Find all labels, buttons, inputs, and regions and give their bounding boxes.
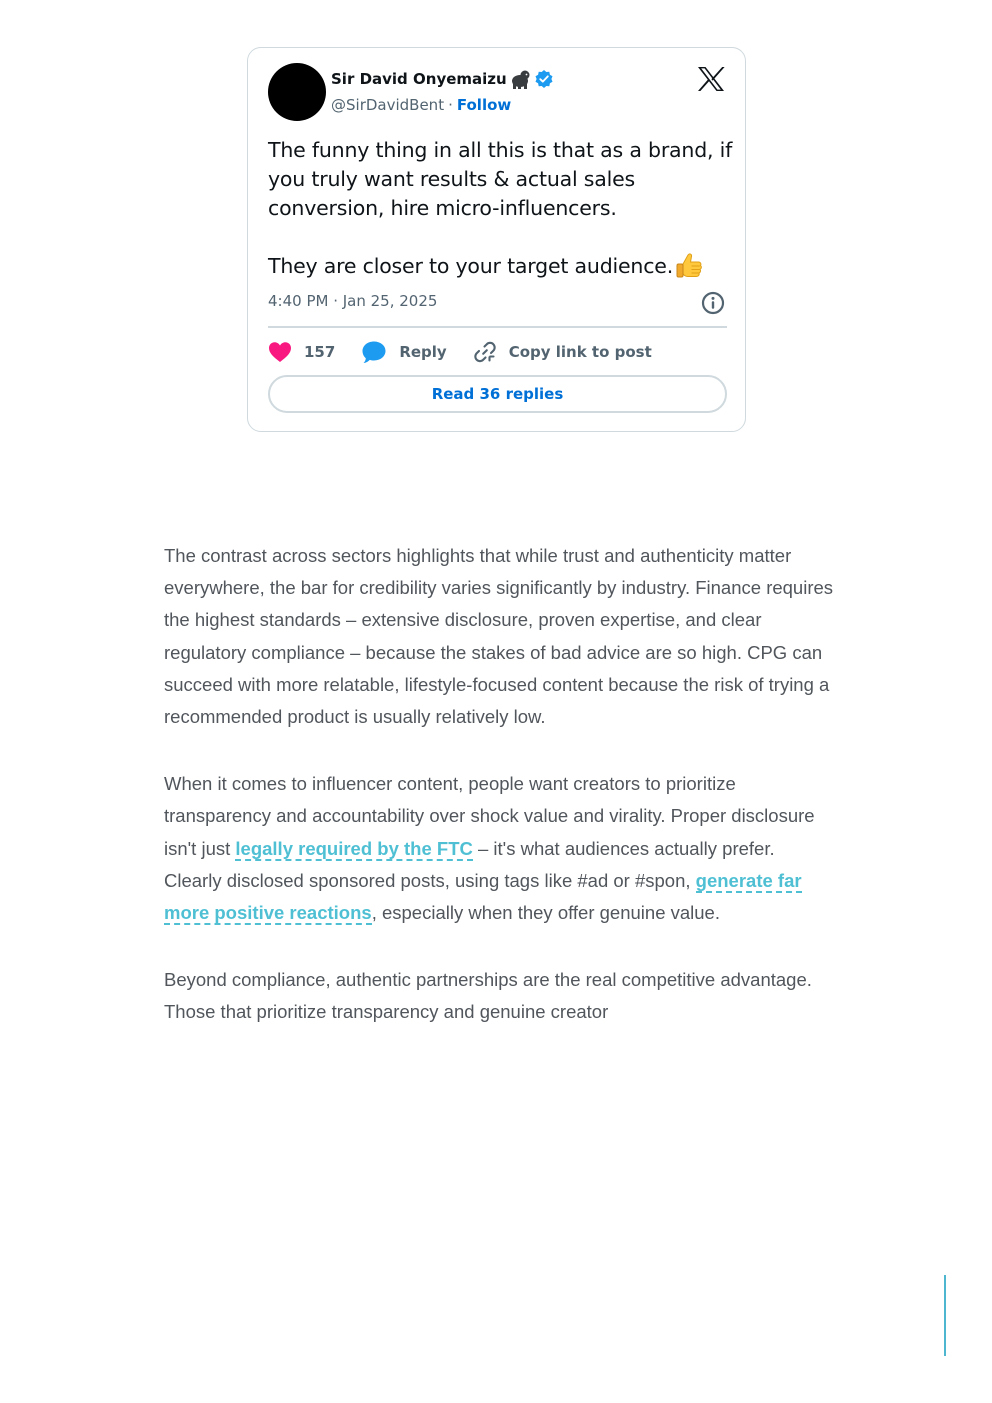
author-name[interactable]: Sir David Onyemaizu: [331, 70, 507, 88]
tweet-text: [268, 136, 734, 281]
paragraph-disclosure-text-2: – it's what audiences actually prefer. Clearly disclosed sponsored posts, using tags like #ad or #spon,: [164, 837, 775, 891]
copy-link-label: Copy link to post: [508, 343, 652, 361]
reply-button[interactable]: [361, 340, 446, 364]
paragraph-disclosure-text-3: , especially when they offer genuine value.: [371, 902, 720, 924]
tweet-text-line-2-wrap: [268, 251, 734, 281]
x-logo-icon[interactable]: [697, 66, 725, 92]
info-icon[interactable]: [701, 291, 725, 315]
thumbs-up-emoji-icon: [674, 251, 704, 281]
verified-badge-icon: [534, 69, 554, 89]
follow-link[interactable]: Follow: [456, 96, 512, 114]
tweet-actions: [268, 337, 652, 367]
paragraph-sector-contrast: The contrast across sectors highlights that while trust and authenticity matter everywhere, the bar for credibility varies significantly by industry. Finance requires the highest standards – extensive disclosure, proven expertise, and clear regulatory compliance – because the stakes of bad advice are so high. CPG can succeed with more relatable, lifestyle-focused content because the risk of trying a recommended product is usually relatively low.: [164, 545, 834, 728]
tweet-divider: [268, 326, 727, 328]
reply-label: Reply: [399, 343, 447, 361]
tweet-text-line-2: They are closer to your target audience.: [268, 254, 674, 278]
link-icon: [473, 340, 497, 364]
handle-separator: ·: [448, 96, 453, 114]
tweet-text-line-1: The funny thing in all this is that as a brand, if you truly want results & actual sales conversion, hire micro-influencers.: [268, 138, 733, 220]
article-body: [164, 540, 834, 1064]
avatar[interactable]: [268, 63, 326, 121]
author-name-row: [331, 69, 554, 89]
tweet-embed-card: [247, 47, 746, 432]
heart-icon: [268, 341, 292, 363]
like-button[interactable]: [268, 341, 335, 363]
author-handle[interactable]: @SirDavidBent: [331, 96, 445, 114]
positive-reactions-link[interactable]: generate far more positive reactions: [164, 869, 802, 924]
like-count: 157: [304, 343, 336, 361]
copy-link-button[interactable]: [473, 340, 652, 364]
read-replies-button[interactable]: Read 36 replies: [268, 375, 727, 413]
page-edge-marker: [944, 1275, 946, 1356]
paragraph-disclosure-text-1: When it comes to influencer content, people want creators to prioritize transparency and accountability over shock value and virality. Proper disclosure isn't just: [164, 773, 815, 859]
ftc-requirement-link[interactable]: legally required by the FTC: [235, 837, 473, 859]
gorilla-emoji-icon: [509, 69, 531, 89]
paragraph-disclosure: [164, 768, 834, 929]
tweet-timestamp[interactable]: 4:40 PM · Jan 25, 2025: [268, 292, 438, 310]
paragraph-authentic-partnerships: Beyond compliance, authentic partnerships are the real competitive advantage. Those that prioritize transparency and genuine creator: [164, 969, 812, 1023]
handle-row: [331, 96, 511, 114]
reply-bubble-icon: [361, 340, 387, 364]
